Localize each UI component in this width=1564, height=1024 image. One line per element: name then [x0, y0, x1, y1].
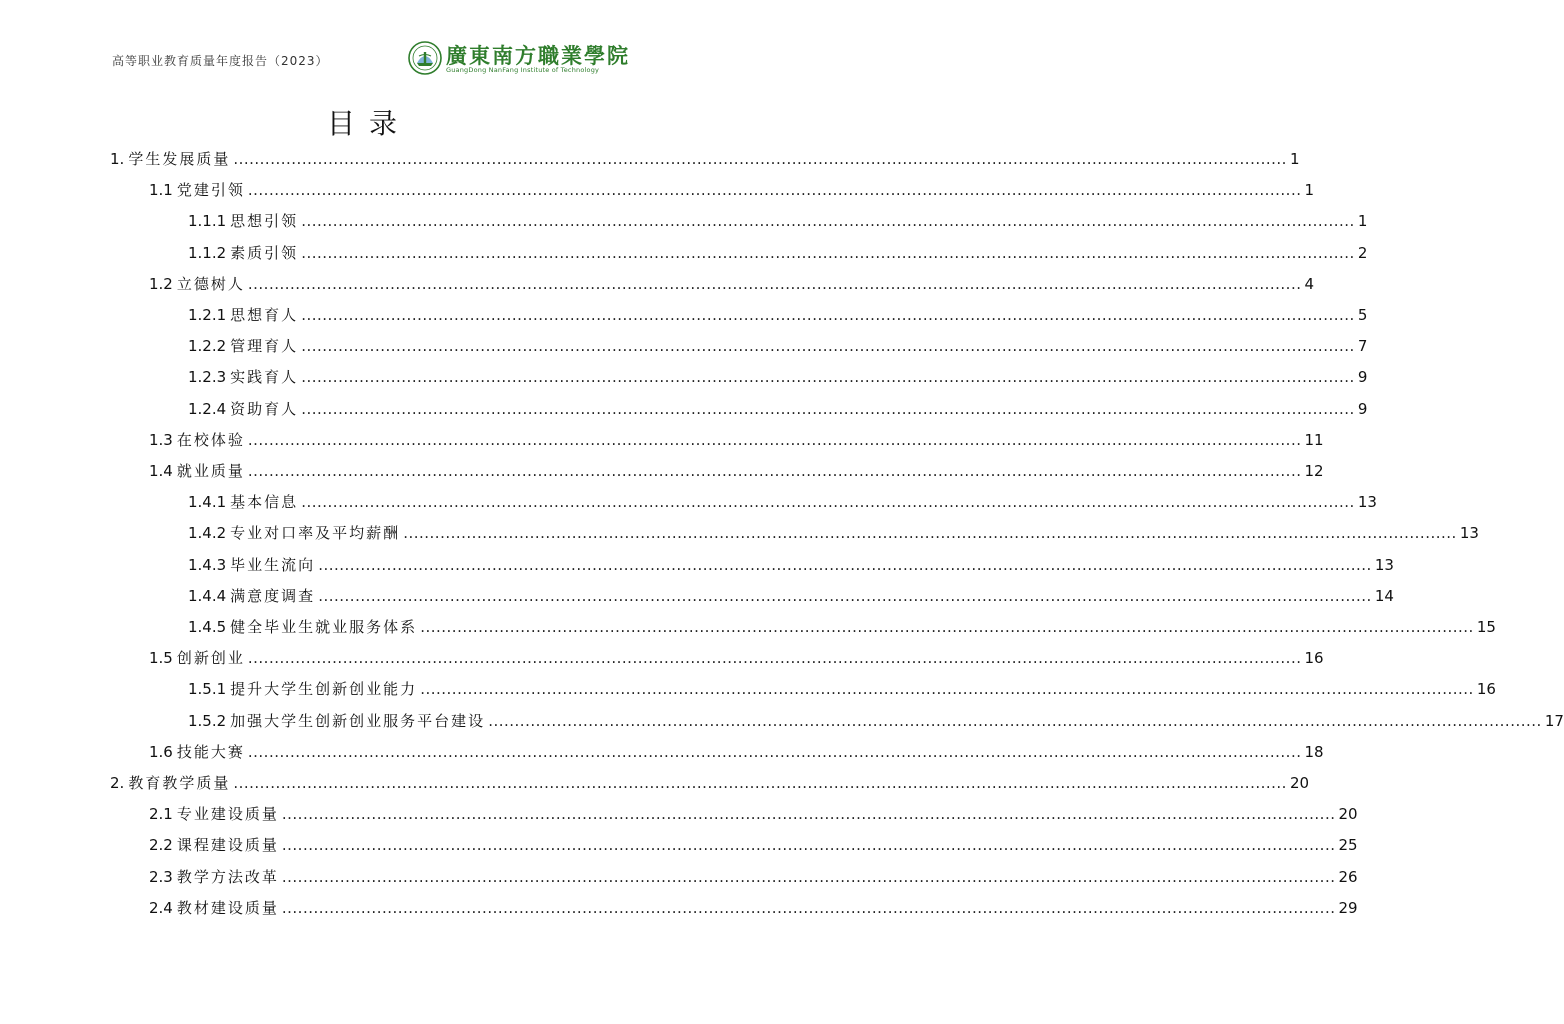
toc-entry[interactable]	[110, 772, 1310, 794]
toc-entry[interactable]	[149, 866, 1358, 888]
toc-entry-title: 加强大学生创新创业服务平台建设	[230, 711, 486, 730]
toc-entry-page: 20	[1338, 805, 1358, 824]
toc-entry-page: 1	[1357, 212, 1368, 231]
toc-entry-page: 7	[1357, 337, 1368, 356]
toc-entry-number: 2.2	[149, 836, 173, 855]
toc-entry-page: 5	[1357, 306, 1368, 324]
toc-entry-title: 健全毕业生就业服务体系	[230, 618, 418, 636]
toc-entry-number: 2.	[110, 774, 125, 792]
toc-entry-title: 学生发展质量	[128, 150, 231, 168]
toc-entry-number: 1.2	[149, 274, 173, 293]
toc-entry-title: 实践育人	[230, 368, 299, 387]
toc-entry-page: 9	[1357, 399, 1368, 418]
toc-entry-number: 1.1.1	[188, 212, 227, 231]
school-name-en: GuangDong NanFang Institute of Technology	[446, 66, 600, 74]
toc-dot-leader: ........................................................................................................................................................................................................	[233, 774, 1287, 792]
toc-dot-leader: ........................................................................................................................................................................................................	[301, 243, 1355, 262]
toc-entry-number: 1.6	[149, 742, 173, 761]
toc-dot-leader: ........................................................................................................................................................................................................	[281, 898, 1336, 917]
toc-dot-leader: ........................................................................................................................................................................................................	[420, 680, 1474, 699]
toc-entry-title: 在校体验	[176, 430, 245, 449]
toc-dot-leader: ........................................................................................................................................................................................................	[247, 274, 1302, 293]
toc-entry-page: 26	[1338, 867, 1358, 886]
toc-dot-leader: ........................................................................................................................................................................................................	[318, 586, 1372, 605]
page-title: 目录	[326, 107, 411, 140]
toc-entry[interactable]	[188, 585, 1394, 607]
toc-entry-number: 1.5	[149, 649, 173, 668]
toc-dot-leader: ........................................................................................................................................................................................................	[247, 462, 1302, 480]
toc-entry-page: 16	[1304, 649, 1324, 668]
toc-entry-number: 1.2.2	[188, 337, 227, 356]
toc-entry[interactable]	[149, 803, 1358, 825]
toc-entry-title: 专业对口率及平均薪酬	[230, 524, 401, 543]
toc-dot-leader: ........................................................................................................................................................................................................	[301, 493, 1355, 512]
toc-dot-leader: ........................................................................................................................................................................................................	[420, 618, 1474, 636]
toc-entry[interactable]	[188, 335, 1368, 357]
toc-dot-leader: ........................................................................................................................................................................................................	[301, 337, 1355, 356]
toc-entry[interactable]	[188, 522, 1479, 544]
toc-entry-page: 2	[1357, 243, 1368, 262]
toc-entry-page: 13	[1459, 524, 1479, 543]
toc-entry-number: 1.	[110, 150, 125, 168]
toc-entry-number: 1.4.4	[188, 586, 227, 605]
toc-entry-number: 1.2.3	[188, 368, 227, 387]
toc-entry-page: 17	[1544, 711, 1564, 730]
toc-dot-leader: ........................................................................................................................................................................................................	[301, 212, 1355, 231]
toc-entry-title: 立德树人	[176, 274, 245, 293]
toc-entry-title: 满意度调查	[230, 586, 316, 605]
toc-dot-leader: ........................................................................................................................................................................................................	[281, 836, 1336, 855]
toc-entry[interactable]	[149, 273, 1315, 295]
toc-entry[interactable]	[149, 460, 1324, 482]
toc-entry-page: 29	[1338, 898, 1358, 917]
toc-entry-title: 资助育人	[230, 399, 299, 418]
toc-entry[interactable]	[188, 398, 1368, 420]
report-title: 高等职业教育质量年度报告（2023）	[112, 54, 329, 68]
toc-entry-number: 2.3	[149, 867, 173, 886]
toc-entry-number: 1.1.2	[188, 243, 227, 262]
toc-entry[interactable]	[149, 179, 1315, 201]
toc-entry-number: 1.4.5	[188, 618, 227, 636]
toc-dot-leader: ........................................................................................................................................................................................................	[247, 181, 1302, 200]
toc-entry-number: 1.2.1	[188, 306, 227, 324]
toc-entry[interactable]	[188, 304, 1368, 326]
toc-entry-page: 18	[1304, 742, 1324, 761]
toc-entry-page: 13	[1357, 493, 1377, 512]
toc-entry-title: 课程建设质量	[176, 836, 279, 855]
toc-entry-page: 4	[1304, 274, 1315, 293]
toc-entry[interactable]	[188, 491, 1377, 513]
toc-entry-number: 1.2.4	[188, 399, 227, 418]
toc-entry-page: 12	[1304, 462, 1324, 480]
toc-entry-page: 15	[1476, 618, 1496, 636]
toc-entry-number: 1.3	[149, 430, 173, 449]
toc-entry-title: 基本信息	[230, 493, 299, 512]
toc-entry-number: 2.4	[149, 898, 173, 917]
toc-entry-title: 素质引领	[230, 243, 299, 262]
toc-entry[interactable]	[188, 554, 1394, 576]
toc-dot-leader: ........................................................................................................................................................................................................	[488, 711, 1542, 730]
toc-entry[interactable]	[110, 148, 1300, 170]
toc-entry-title: 技能大赛	[176, 742, 245, 761]
toc-entry-title: 就业质量	[176, 462, 245, 480]
toc-entry-title: 提升大学生创新创业能力	[230, 680, 418, 699]
toc-entry-page: 9	[1357, 368, 1368, 387]
toc-entry-page: 20	[1289, 774, 1310, 792]
toc-dot-leader: ........................................................................................................................................................................................................	[301, 306, 1355, 324]
toc-entry[interactable]	[149, 834, 1358, 856]
toc-entry-number: 1.4.3	[188, 555, 227, 574]
toc-entry-title: 教材建设质量	[176, 898, 279, 917]
toc-entry-number: 1.4	[149, 462, 173, 480]
toc-entry-page: 11	[1304, 430, 1324, 449]
toc-entry-number: 2.1	[149, 805, 173, 824]
toc-dot-leader: ........................................................................................................................................................................................................	[281, 867, 1336, 886]
toc-entry-number: 1.5.2	[188, 711, 227, 730]
toc-entry-title: 专业建设质量	[176, 805, 279, 824]
toc-dot-leader: ........................................................................................................................................................................................................	[301, 399, 1355, 418]
toc-dot-leader: ........................................................................................................................................................................................................	[301, 368, 1355, 387]
toc-entry[interactable]	[149, 741, 1324, 763]
toc-entry[interactable]	[188, 710, 1564, 732]
toc-entry-page: 13	[1374, 555, 1394, 574]
toc-entry[interactable]	[149, 647, 1324, 669]
toc-entry-title: 管理育人	[230, 337, 299, 356]
toc-entry-title: 党建引领	[176, 181, 245, 200]
toc-entry[interactable]	[188, 366, 1368, 388]
toc-dot-leader: ........................................................................................................................................................................................................	[318, 555, 1372, 574]
school-name: 廣東南方職業學院	[446, 43, 630, 68]
toc-entry[interactable]	[188, 678, 1496, 700]
toc-entry[interactable]	[188, 616, 1496, 638]
toc-dot-leader: ........................................................................................................................................................................................................	[247, 742, 1302, 761]
toc-entry-title: 思想育人	[230, 306, 299, 324]
toc-entry-number: 1.4.1	[188, 493, 227, 512]
toc-entry-number: 1.4.2	[188, 524, 227, 543]
toc-entry-page: 25	[1338, 836, 1358, 855]
toc-entry-number: 1.5.1	[188, 680, 227, 699]
toc-entry-page: 1	[1304, 181, 1315, 200]
toc-entry-page: 14	[1374, 586, 1394, 605]
toc-entry-title: 教学方法改革	[176, 867, 279, 886]
toc-dot-leader: ........................................................................................................................................................................................................	[247, 430, 1302, 449]
toc-dot-leader: ........................................................................................................................................................................................................	[233, 150, 1287, 168]
toc-entry-title: 创新创业	[176, 649, 245, 668]
toc-dot-leader: ........................................................................................................................................................................................................	[403, 524, 1457, 543]
toc-entry-title: 思想引领	[230, 212, 299, 231]
toc-entry[interactable]	[188, 242, 1368, 264]
toc-dot-leader: ........................................................................................................................................................................................................	[281, 805, 1336, 824]
toc-entry-page: 1	[1289, 150, 1300, 168]
toc-entry-title: 教育教学质量	[128, 774, 231, 792]
toc-entry-title: 毕业生流向	[230, 555, 316, 574]
toc-entry[interactable]	[149, 429, 1324, 451]
toc-dot-leader: ........................................................................................................................................................................................................	[247, 649, 1302, 668]
toc-entry[interactable]	[188, 210, 1368, 232]
toc-entry-number: 1.1	[149, 181, 173, 200]
toc-entry[interactable]	[149, 897, 1358, 919]
toc-entry-page: 16	[1476, 680, 1496, 699]
